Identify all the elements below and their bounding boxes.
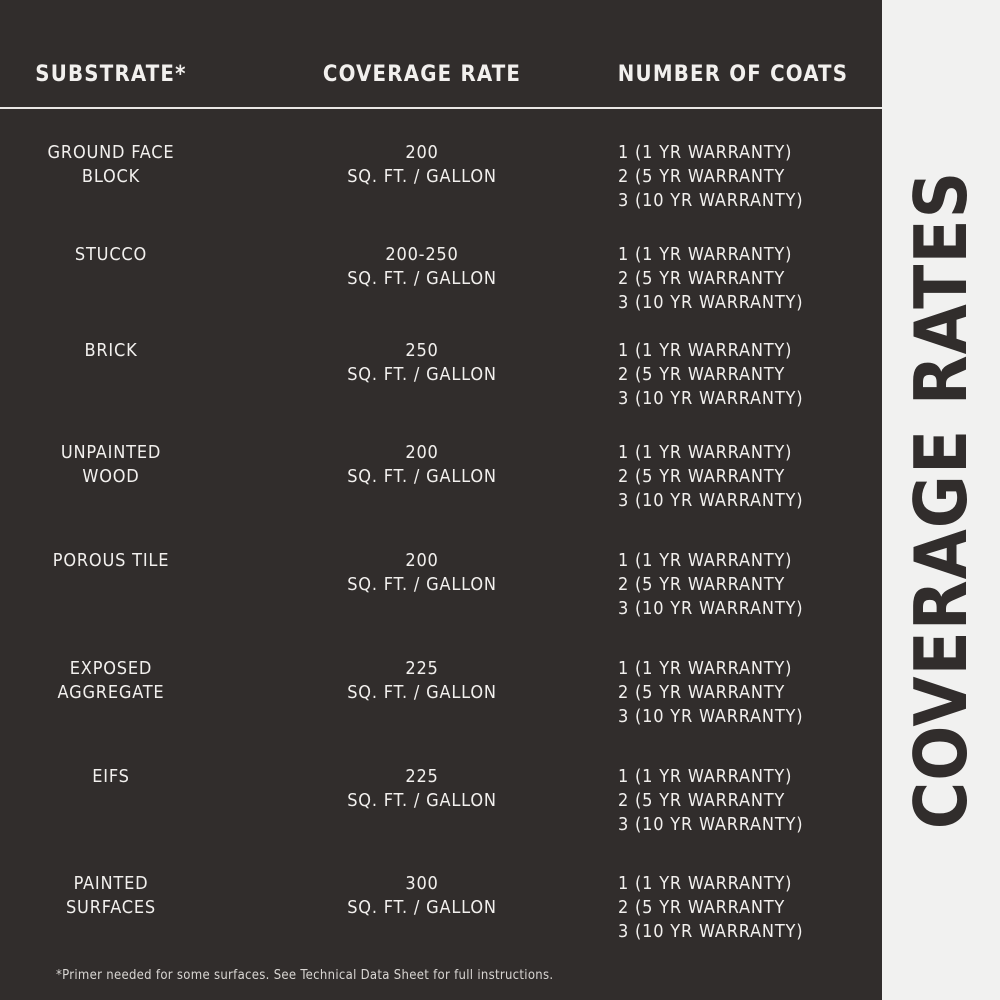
substrate-cell-line: BLOCK <box>81 166 141 187</box>
coverage-cell-line: 200 <box>405 142 439 163</box>
coverage-cell <box>302 339 542 387</box>
coats-cell-line: 1 (1 YR WARRANTY) <box>618 766 793 787</box>
coverage-cell-line: SQ. FT. / GALLON <box>347 268 497 289</box>
substrate-cell <box>1 441 221 489</box>
coats-cell <box>618 243 803 315</box>
substrate-cell <box>1 243 221 267</box>
substrate-cell <box>1 872 221 920</box>
coverage-cell <box>302 441 542 489</box>
header-number-of-coats: NUMBER OF COATS <box>617 62 849 87</box>
coverage-cell-line: 300 <box>405 873 439 894</box>
coats-cell-line: 3 (10 YR WARRANTY) <box>618 598 804 619</box>
coats-cell <box>618 765 803 837</box>
coats-cell-line: 2 (5 YR WARRANTY <box>618 682 786 703</box>
coverage-cell <box>302 141 542 189</box>
header-divider <box>0 107 882 109</box>
coverage-cell-line: SQ. FT. / GALLON <box>347 790 497 811</box>
coats-cell-line: 2 (5 YR WARRANTY <box>618 790 786 811</box>
side-title: COVERAGE RATES <box>899 170 983 830</box>
substrate-cell-line: WOOD <box>82 466 140 487</box>
coats-cell-line: 3 (10 YR WARRANTY) <box>618 292 804 313</box>
coats-cell <box>618 441 803 513</box>
coverage-cell <box>302 872 542 920</box>
coats-cell-line: 2 (5 YR WARRANTY <box>618 897 786 918</box>
coverage-cell-line: 200 <box>405 550 439 571</box>
coats-cell-line: 3 (10 YR WARRANTY) <box>618 190 804 211</box>
coats-cell <box>618 657 803 729</box>
coverage-cell-line: 200-250 <box>385 244 459 265</box>
coats-cell-line: 2 (5 YR WARRANTY <box>618 166 786 187</box>
substrate-cell-line: SURFACES <box>65 897 157 918</box>
substrate-cell <box>1 141 221 189</box>
substrate-cell-line: GROUND FACE <box>47 142 175 163</box>
coverage-cell-line: 225 <box>405 766 439 787</box>
substrate-cell <box>1 339 221 363</box>
coats-cell-line: 3 (10 YR WARRANTY) <box>618 706 804 727</box>
side-banner <box>882 0 1000 1000</box>
substrate-cell-line: POROUS TILE <box>52 550 170 571</box>
coats-cell-line: 2 (5 YR WARRANTY <box>618 466 786 487</box>
coats-cell-line: 1 (1 YR WARRANTY) <box>618 442 793 463</box>
coverage-cell-line: 250 <box>405 340 439 361</box>
coverage-cell-line: SQ. FT. / GALLON <box>347 682 497 703</box>
coverage-cell-line: SQ. FT. / GALLON <box>347 166 497 187</box>
coverage-cell-line: 225 <box>405 658 439 679</box>
footnote: *Primer needed for some surfaces. See Technical Data Sheet for full instructions. <box>56 968 554 983</box>
coats-cell-line: 3 (10 YR WARRANTY) <box>618 388 804 409</box>
substrate-cell-line: PAINTED <box>73 873 149 894</box>
header-coverage-rate: COVERAGE RATE <box>322 62 522 87</box>
coats-cell-line: 1 (1 YR WARRANTY) <box>618 550 793 571</box>
coverage-cell-line: SQ. FT. / GALLON <box>347 364 497 385</box>
coats-cell-line: 3 (10 YR WARRANTY) <box>618 921 804 942</box>
coverage-cell-line: SQ. FT. / GALLON <box>347 574 497 595</box>
coverage-cell <box>302 243 542 291</box>
coverage-cell <box>302 765 542 813</box>
coats-cell <box>618 549 803 621</box>
coats-cell-line: 1 (1 YR WARRANTY) <box>618 244 793 265</box>
coverage-cell-line: SQ. FT. / GALLON <box>347 466 497 487</box>
substrate-cell-line: AGGREGATE <box>57 682 165 703</box>
substrate-cell-line: UNPAINTED <box>60 442 162 463</box>
coats-cell-line: 2 (5 YR WARRANTY <box>618 268 786 289</box>
substrate-cell-line: BRICK <box>84 340 138 361</box>
coats-cell <box>618 339 803 411</box>
coats-cell <box>618 141 803 213</box>
coats-cell-line: 1 (1 YR WARRANTY) <box>618 658 793 679</box>
substrate-cell-line: EIFS <box>92 766 130 787</box>
substrate-cell <box>1 549 221 573</box>
substrate-cell-line: STUCCO <box>74 244 148 265</box>
substrate-cell <box>1 765 221 789</box>
coverage-cell <box>302 657 542 705</box>
coats-cell-line: 3 (10 YR WARRANTY) <box>618 490 804 511</box>
coats-cell-line: 2 (5 YR WARRANTY <box>618 574 786 595</box>
coverage-cell-line: 200 <box>405 442 439 463</box>
coats-cell-line: 1 (1 YR WARRANTY) <box>618 873 793 894</box>
header-substrate: SUBSTRATE* <box>35 62 187 87</box>
coats-cell <box>618 872 803 944</box>
coats-cell-line: 1 (1 YR WARRANTY) <box>618 340 793 361</box>
substrate-cell <box>1 657 221 705</box>
coats-cell-line: 1 (1 YR WARRANTY) <box>618 142 793 163</box>
coverage-cell <box>302 549 542 597</box>
coats-cell-line: 3 (10 YR WARRANTY) <box>618 814 804 835</box>
coverage-cell-line: SQ. FT. / GALLON <box>347 897 497 918</box>
coats-cell-line: 2 (5 YR WARRANTY <box>618 364 786 385</box>
substrate-cell-line: EXPOSED <box>69 658 153 679</box>
